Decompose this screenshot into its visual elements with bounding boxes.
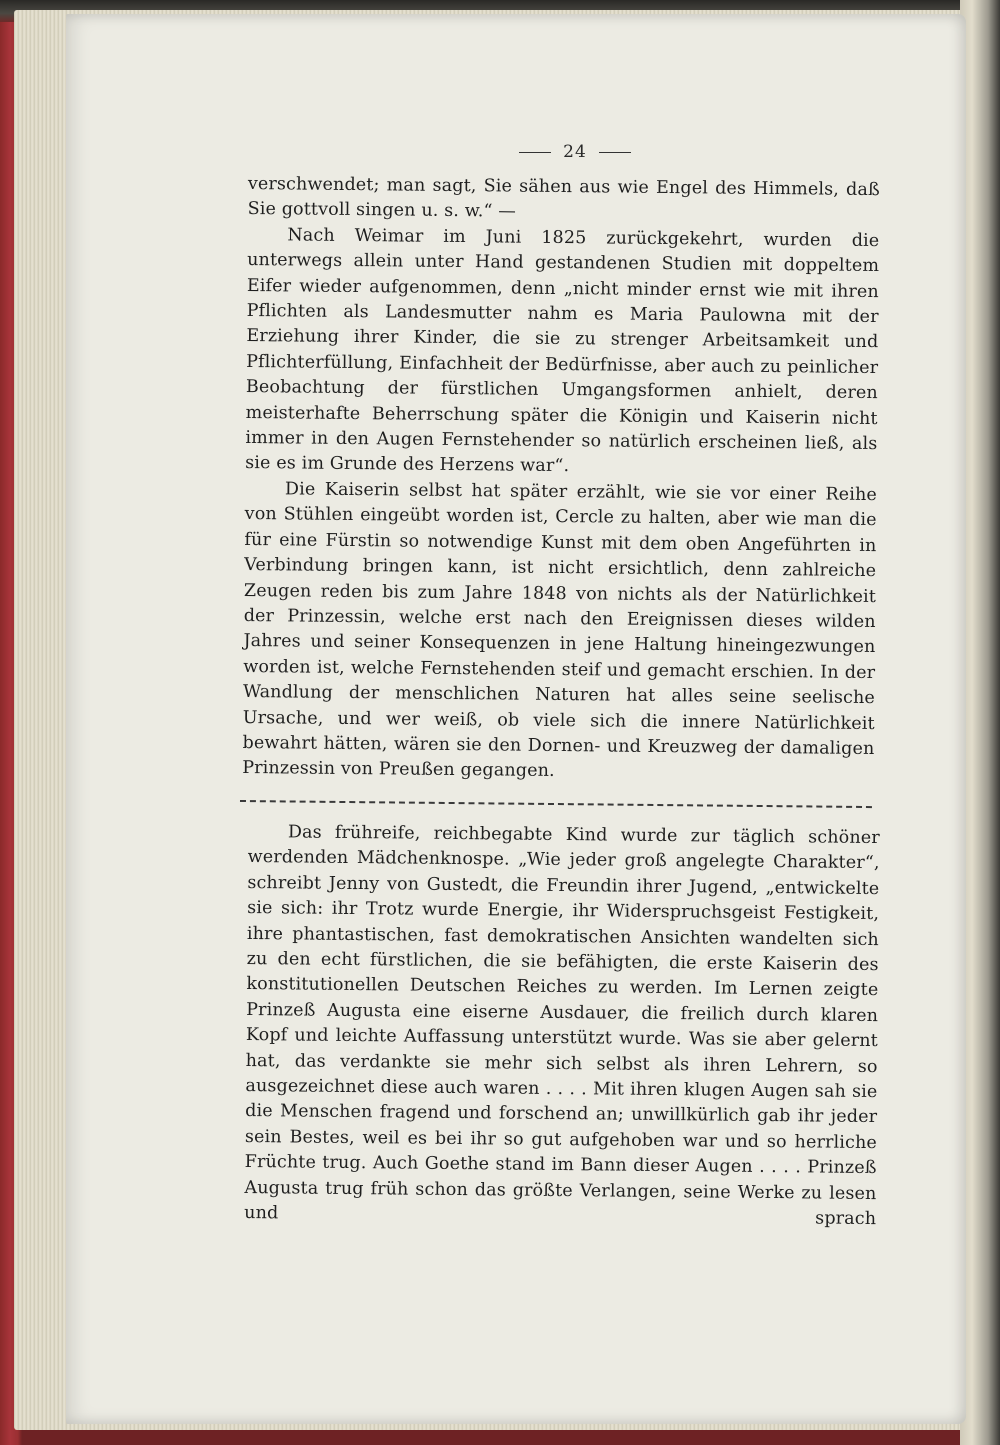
paragraph: Nach Weimar im Juni 1825 zurückgekehrt, wurden die unterwegs allein unter Hand gestandenen Studien mit doppeltem Eifer wieder aufgenommen, denn „nicht minder ernst wie mit ihren Pflichten als Landesmutter nahm es Maria Paulowna mit der Erziehung ihrer Kinder, die sie zu strenger Arbeitsamkeit und Pflichterfüllung, Einfachheit der Bedürfnisse, aber auch zu peinlicher Beobachtung der fürstlichen Umgangsformen anhielt, deren meisterhafte Beherrschung später die Königin und Kaiserin nicht immer in den Augen Fernstehender so natürlich erscheinen ließ, als sie es im Grunde des Herzens war“.	[245, 225, 880, 477]
paragraph: Das frühreife, reichbegabte Kind wurde zur täglich schöner werdenden Mädchenknospe. „Wie jeder groß angelegte Charakter“, schreibt Jenny von Gustedt, die Freundin ihrer Jugend, „entwickelte sie sich: ihr Trotz wurde Energie, ihr Widerspruchsgeist Festigkeit, ihre phantastischen, fast demokratischen Ansichten wandelten sich zu den echt fürstlichen, die sie befähigten, die erste Kaiserin des konstitutionellen Deutschen Reiches zu werden. Im Lernen zeigte Prinzeß Augusta eine eiserne Ausdauer, die freilich durch klaren Kopf und leichte Auffassung unterstützt wurde. Was sie aber gelernt hat, das verdankte sie mehr sich selbst als ihren Lehrern, so ausgezeichnet diese auch waren . . . . Mit ihren klugen Augen sah sie die Menschen fragend und forschend an; unwillkürlich gab ihr jeder sein Bestes, weil es bei ihr so gut aufgehoben war und so herrliche Früchte trug. Auch Goethe stand im Bann dieser Augen . . . . Prinzeß Augusta trug früh schon das größte Verlangen, seine Werke zu lesen und sprach	[244, 822, 880, 1230]
page-number: 24	[500, 142, 650, 162]
paragraph: Die Kaiserin selbst hat später erzählt, wie sie vor einer Reihe von Stühlen eingeübt worden ist, Cercle zu halten, aber wie man die für eine Fürstin so notwendige Kunst mit dem oben Angeführten in Verbindung bringen kann, ist nicht ersichtlich, denn zahlreiche Zeugen reden bis zum Jahre 1848 von nichts als der Natürlichkeit der Prinzessin, welche erst nach den Ereignissen dieses wilden Jahres und seiner Konsequenzen in jene Haltung hineingezwungen worden ist, welche Fernstehenden steif und gemacht erschien. In der Wandlung der menschlichen Naturen hat alles seine seelische Ursache, und wer weiß, ob viele sich die innere Natürlichkeit bewahrt hätten, wären sie den Dornen- und Kreuzweg der damaligen Prinzessin von Preußen gegangen.	[242, 479, 878, 782]
text-block-bottom	[244, 820, 880, 1233]
paragraph: verschwendet; man sagt, Sie sähen aus wie Engel des Himmels, daß Sie gottvoll singen u. s. w.“ —	[247, 173, 880, 222]
text-block-top	[242, 172, 880, 788]
book-right-edge	[960, 0, 1000, 1445]
